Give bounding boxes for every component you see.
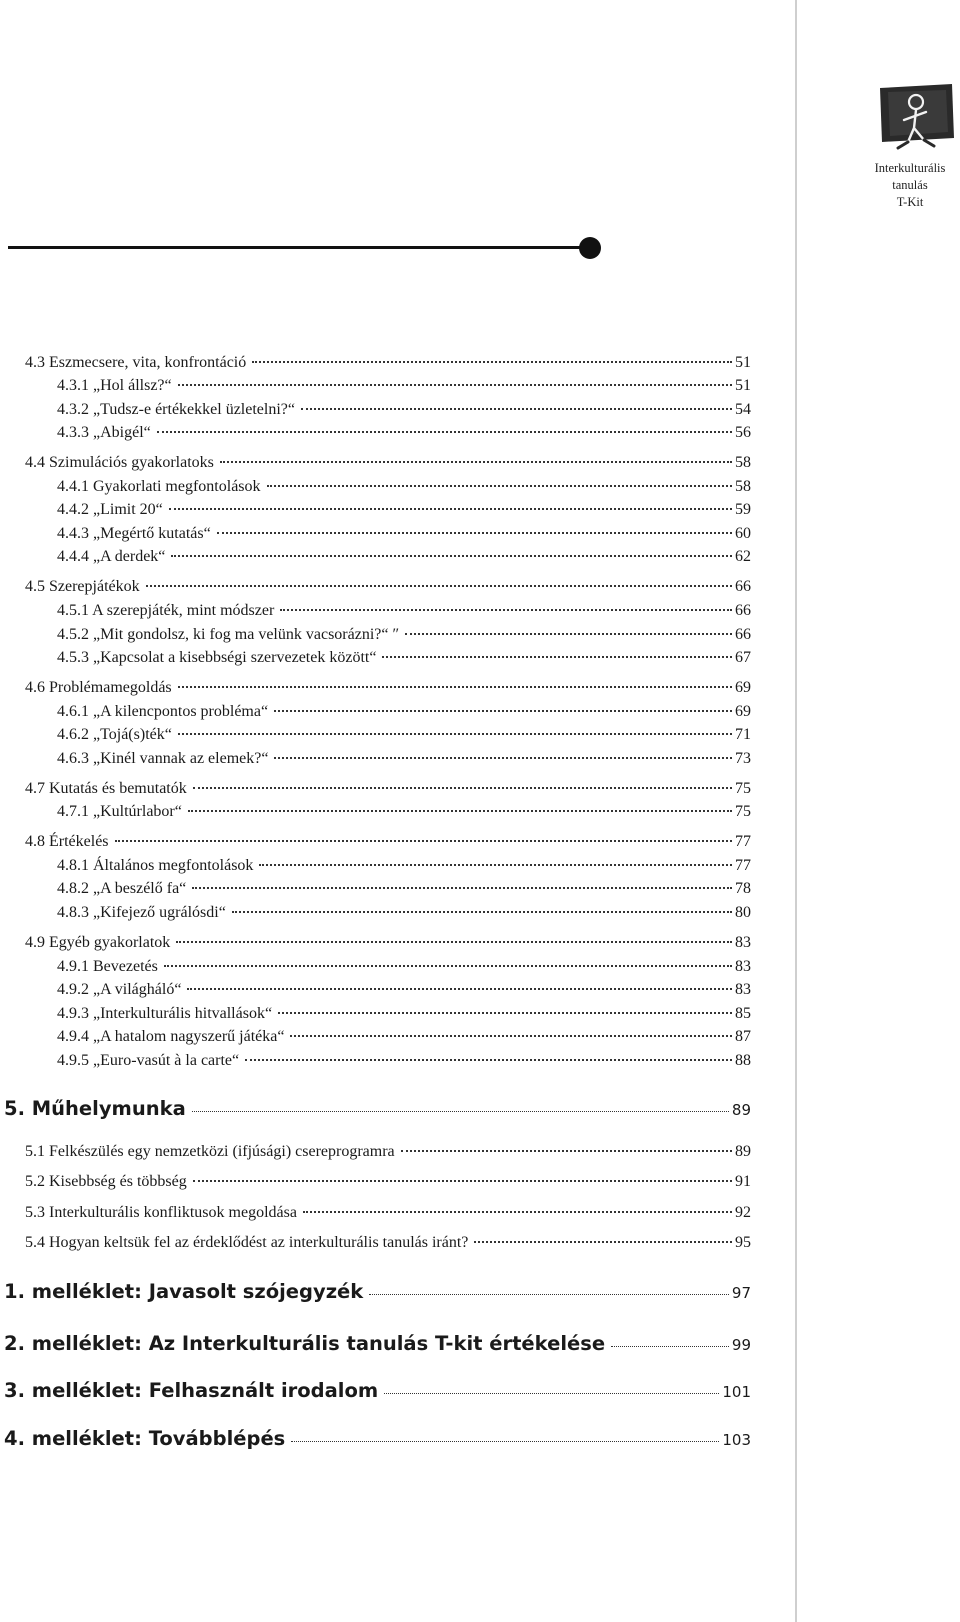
- toc-subsection-entry: [57, 501, 751, 519]
- toc-subsection-entry: [57, 904, 751, 922]
- label-line: Interkulturális: [874, 161, 946, 175]
- toc-entry-title: 4.8.1 Általános megfontolások: [57, 857, 254, 874]
- toc-entry-title: 4.4.4 „A derdek“: [57, 548, 166, 565]
- toc-entry-page: 66: [735, 602, 751, 619]
- toc-entry-title: 4.6 Problémamegoldás: [25, 679, 172, 696]
- toc-entry-page: 62: [735, 548, 751, 565]
- toc-subsection-entry: [57, 803, 751, 821]
- toc-section-entry: [25, 934, 751, 952]
- toc-entry-page: 103: [722, 1431, 751, 1449]
- toc-entry-page: 87: [735, 1028, 751, 1045]
- toc-entry-title: 2. melléklet: Az Interkulturális tanulás T-kit értékelése: [4, 1332, 606, 1355]
- toc-entry-title: 5.4 Hogyan keltsük fel az érdeklődést az interkulturális tanulás iránt?: [25, 1234, 469, 1251]
- toc-subsection-entry: [57, 981, 751, 999]
- toc-subsection-entry: [57, 857, 751, 875]
- toc-entry-page: 83: [735, 981, 751, 998]
- toc-entry-page: 99: [731, 1336, 751, 1354]
- toc-section-entry: [25, 578, 751, 596]
- toc-entry-page: 58: [735, 478, 751, 495]
- toc-subsection-entry: [57, 377, 751, 395]
- dot-leader: [192, 1111, 729, 1112]
- toc-entry-title: 4.3.2 „Tudsz-e értékekkel üzletelni?“: [57, 401, 295, 418]
- dot-leader: [369, 1294, 729, 1295]
- toc-section-entry: [25, 780, 751, 798]
- toc-subsection-entry: [57, 880, 751, 898]
- toc-entry-page: 101: [722, 1383, 751, 1401]
- dot-leader: [176, 941, 732, 943]
- toc-subsection-entry: [57, 602, 751, 620]
- toc-section-entry: [25, 1143, 751, 1161]
- toc-entry-title: 4.3.1 „Hol állsz?“: [57, 377, 172, 394]
- toc-entry-title: 4.3.3 „Abigél“: [57, 424, 151, 441]
- toc-entry-title: 5.3 Interkulturális konfliktusok megoldása: [25, 1204, 297, 1221]
- toc-entry-title: 4.7 Kutatás és bemutatók: [25, 780, 187, 797]
- toc-entry-page: 59: [735, 501, 751, 518]
- toc-entry-page: 80: [735, 904, 751, 921]
- dot-leader: [291, 1441, 719, 1442]
- toc-entry-title: 4.4.1 Gyakorlati megfontolások: [57, 478, 261, 495]
- toc-entry-title: 4. melléklet: Továbblépés: [4, 1427, 286, 1450]
- toc-subsection-entry: [57, 626, 751, 644]
- dot-leader: [274, 757, 732, 759]
- toc-subsection-entry: [57, 750, 751, 768]
- label-line: T-Kit: [896, 195, 924, 209]
- toc-chapter-entry: [4, 1332, 751, 1355]
- dot-leader: [178, 733, 732, 735]
- toc-subsection-entry: [57, 401, 751, 419]
- toc-entry-page: 75: [735, 803, 751, 820]
- toc-entry-title: 4.4.2 „Limit 20“: [57, 501, 163, 518]
- dot-leader: [274, 710, 732, 712]
- dot-leader: [146, 585, 732, 587]
- margin-divider: [795, 0, 797, 1622]
- toc-entry-title: 4.4.3 „Megértő kutatás“: [57, 525, 211, 542]
- toc-section-entry: [25, 679, 751, 697]
- dot-leader: [220, 461, 732, 463]
- dot-leader: [278, 1012, 732, 1014]
- toc-entry-title: 1. melléklet: Javasolt szójegyzék: [4, 1280, 364, 1303]
- toc-entry-title: 4.9.1 Bevezetés: [57, 958, 158, 975]
- dot-leader: [178, 384, 732, 386]
- dot-leader: [188, 810, 732, 812]
- dot-leader: [169, 508, 732, 510]
- toc-entry-title: 4.4 Szimulációs gyakorlatoks: [25, 454, 214, 471]
- toc-entry-title: 4.6.2 „Tojá(s)ték“: [57, 726, 172, 743]
- dot-leader: [267, 485, 732, 487]
- dot-leader: [611, 1346, 729, 1347]
- dot-leader: [245, 1059, 732, 1061]
- toc-subsection-entry: [57, 703, 751, 721]
- toc-subsection-entry: [57, 958, 751, 976]
- toc-entry-page: 77: [735, 857, 751, 874]
- toc-entry-title: 5.2 Kisebbség és többség: [25, 1173, 187, 1190]
- figure-climbing-icon: [878, 82, 956, 150]
- toc-entry-page: 78: [735, 880, 751, 897]
- toc-entry-page: 95: [735, 1234, 751, 1251]
- toc-entry-page: 66: [735, 626, 751, 643]
- toc-entry-page: 91: [735, 1173, 751, 1190]
- toc-subsection-entry: [57, 1052, 751, 1070]
- dot-leader: [301, 408, 732, 410]
- toc-entry-page: 69: [735, 679, 751, 696]
- toc-chapter-entry: [4, 1379, 751, 1402]
- dot-leader: [303, 1211, 732, 1213]
- toc-entry-title: 4.7.1 „Kultúrlabor“: [57, 803, 182, 820]
- header-rule: [8, 246, 586, 249]
- toc-entry-title: 4.5 Szerepjátékok: [25, 578, 140, 595]
- toc-section-entry: [25, 1204, 751, 1222]
- toc-entry-title: 4.9.4 „A hatalom nagyszerű játéka“: [57, 1028, 285, 1045]
- toc-entry-page: 83: [735, 934, 751, 951]
- dot-leader: [192, 887, 732, 889]
- toc-entry-title: 4.9 Egyéb gyakorlatok: [25, 934, 171, 951]
- label-line: tanulás: [892, 178, 928, 192]
- toc-entry-title: 4.3 Eszmecsere, vita, konfrontáció: [25, 354, 247, 371]
- toc-entry-page: 77: [735, 833, 751, 850]
- toc-chapter-entry: [4, 1097, 751, 1120]
- toc-section-entry: [25, 454, 751, 472]
- header-rule-dot: [579, 237, 601, 259]
- toc-entry-page: 88: [735, 1052, 751, 1069]
- dot-leader: [171, 555, 732, 557]
- toc-entry-page: 58: [735, 454, 751, 471]
- toc-entry-title: 4.5.2 „Mit gondolsz, ki fog ma velünk vacsorázni?“ ″: [57, 626, 400, 643]
- toc-chapter-entry: [4, 1280, 751, 1303]
- toc-entry-page: 89: [731, 1101, 751, 1119]
- toc-entry-page: 51: [735, 377, 751, 394]
- toc-section-entry: [25, 1173, 751, 1191]
- toc-entry-title: 4.8.2 „A beszélő fa“: [57, 880, 187, 897]
- dot-leader: [252, 361, 732, 363]
- toc-entry-title: 5. Műhelymunka: [4, 1097, 186, 1120]
- toc-entry-page: 69: [735, 703, 751, 720]
- toc-entry-page: 51: [735, 354, 751, 371]
- toc-entry-page: 97: [731, 1284, 751, 1302]
- toc-section-entry: [25, 833, 751, 851]
- toc-entry-title: 4.5.3 „Kapcsolat a kisebbségi szervezetek között“: [57, 649, 377, 666]
- toc-entry-title: 4.8 Értékelés: [25, 833, 109, 850]
- toc-section-entry: [25, 1234, 751, 1252]
- dot-leader: [384, 1393, 719, 1394]
- toc-subsection-entry: [57, 478, 751, 496]
- toc-entry-title: 4.9.2 „A világháló“: [57, 981, 182, 998]
- dot-leader: [232, 911, 732, 913]
- dot-leader: [259, 864, 732, 866]
- toc-entry-page: 89: [735, 1143, 751, 1160]
- toc-entry-page: 66: [735, 578, 751, 595]
- toc-entry-title: 4.9.5 „Euro-vasút à la carte“: [57, 1052, 240, 1069]
- toc-subsection-entry: [57, 548, 751, 566]
- dot-leader: [382, 656, 732, 658]
- toc-subsection-entry: [57, 1005, 751, 1023]
- toc-entry-title: 3. melléklet: Felhasznált irodalom: [4, 1379, 379, 1402]
- publication-label: [860, 160, 960, 211]
- dot-leader: [401, 1150, 732, 1152]
- dot-leader: [164, 965, 732, 967]
- toc-entry-page: 83: [735, 958, 751, 975]
- toc-entry-page: 54: [735, 401, 751, 418]
- toc-subsection-entry: [57, 649, 751, 667]
- toc-subsection-entry: [57, 726, 751, 744]
- dot-leader: [157, 431, 732, 433]
- toc-entry-page: 60: [735, 525, 751, 542]
- toc-entry-title: 4.8.3 „Kifejező ugrálósdi“: [57, 904, 226, 921]
- toc-entry-title: 4.6.3 „Kinél vannak az elemek?“: [57, 750, 269, 767]
- toc-entry-page: 73: [735, 750, 751, 767]
- dot-leader: [187, 988, 732, 990]
- dot-leader: [290, 1035, 732, 1037]
- dot-leader: [217, 532, 732, 534]
- toc-entry-title: 4.9.3 „Interkulturális hitvallások“: [57, 1005, 273, 1022]
- dot-leader: [474, 1241, 732, 1243]
- toc-entry-title: 5.1 Felkészülés egy nemzetközi (ifjúsági) csereprogramra: [25, 1143, 395, 1160]
- toc-subsection-entry: [57, 1028, 751, 1046]
- dot-leader: [280, 609, 732, 611]
- toc-entry-title: 4.5.1 A szerepjáték, mint módszer: [57, 602, 275, 619]
- toc-entry-page: 92: [735, 1204, 751, 1221]
- dot-leader: [178, 686, 732, 688]
- toc-entry-page: 67: [735, 649, 751, 666]
- toc-subsection-entry: [57, 525, 751, 543]
- toc-section-entry: [25, 354, 751, 372]
- toc-subsection-entry: [57, 424, 751, 442]
- dot-leader: [405, 633, 732, 635]
- toc-entry-page: 56: [735, 424, 751, 441]
- toc-entry-title: 4.6.1 „A kilencpontos probléma“: [57, 703, 269, 720]
- toc-chapter-entry: [4, 1427, 751, 1450]
- dot-leader: [193, 787, 732, 789]
- toc-entry-page: 75: [735, 780, 751, 797]
- dot-leader: [193, 1180, 732, 1182]
- dot-leader: [115, 840, 732, 842]
- toc-entry-page: 71: [735, 726, 751, 743]
- toc-entry-page: 85: [735, 1005, 751, 1022]
